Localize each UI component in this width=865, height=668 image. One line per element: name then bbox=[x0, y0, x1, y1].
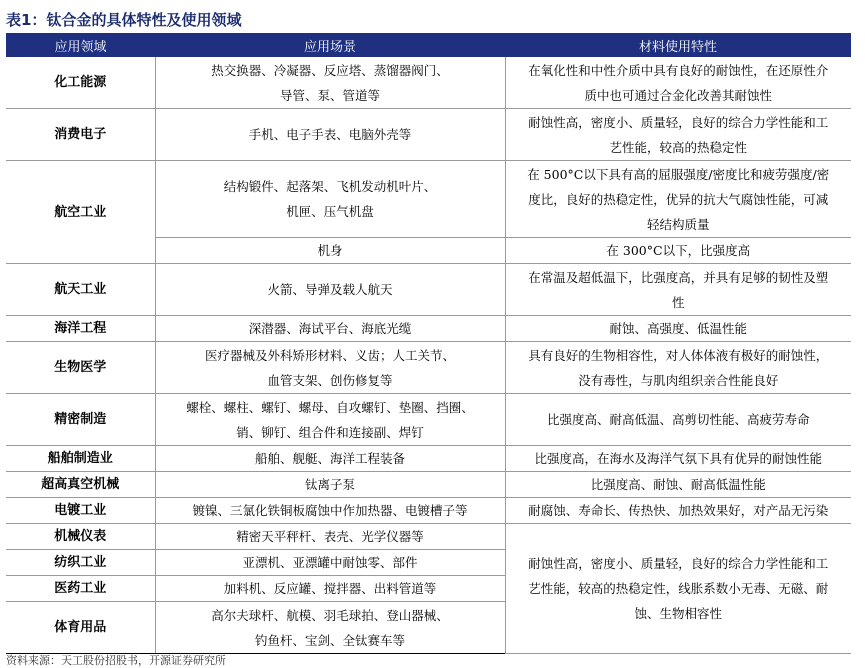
domain-cell: 生物医学 bbox=[6, 342, 155, 394]
property-cell: 在常温及超低温下，比强度高，并具有足够的韧性及塑 性 bbox=[505, 264, 851, 316]
scene-cell: 热交换器、冷凝器、反应塔、蒸馏器阀门、 导管、泵、管道等 bbox=[155, 57, 505, 109]
titanium-alloy-table bbox=[6, 33, 851, 654]
domain-cell: 船舶制造业 bbox=[6, 446, 155, 472]
table-row bbox=[6, 394, 851, 446]
table-row bbox=[6, 446, 851, 472]
domain-cell: 航天工业 bbox=[6, 264, 155, 316]
scene-cell: 螺栓、螺柱、螺钉、螺母、自攻螺钉、垫圈、挡圈、 销、铆钉、组合件和连接副、焊钉 bbox=[155, 394, 505, 446]
scene-cell: 火箭、导弹及载人航天 bbox=[155, 264, 505, 316]
domain-cell: 纺织工业 bbox=[6, 550, 155, 576]
header-scene: 应用场景 bbox=[155, 33, 505, 57]
property-cell: 比强度高、耐蚀、耐高低温性能 bbox=[505, 472, 851, 498]
domain-cell: 医药工业 bbox=[6, 576, 155, 602]
scene-cell: 机身 bbox=[155, 238, 505, 264]
source-note: 资料来源：天工股份招股书，开源证券研究所 bbox=[6, 654, 226, 667]
domain-cell: 精密制造 bbox=[6, 394, 155, 446]
table-row bbox=[6, 264, 851, 316]
scene-cell: 船舶、舰艇、海洋工程装备 bbox=[155, 446, 505, 472]
scene-cell: 镀镍、三氯化铁铜板腐蚀中作加热器、电镀槽子等 bbox=[155, 498, 505, 524]
property-cell: 比强度高，在海水及海洋气氛下具有优异的耐蚀性能 bbox=[505, 446, 851, 472]
scene-cell: 手机、电子手表、电脑外壳等 bbox=[155, 109, 505, 161]
scene-cell: 结构锻件、起落架、飞机发动机叶片、 机匣、压气机盘 bbox=[155, 161, 505, 238]
scene-cell: 深潜器、海试平台、海底光缆 bbox=[155, 316, 505, 342]
table-row bbox=[6, 498, 851, 524]
property-cell: 耐腐蚀、寿命长、传热快、加热效果好，对产品无污染 bbox=[505, 498, 851, 524]
property-cell-shared: 耐蚀性高，密度小、质量轻，良好的综合力学性能和工 艺性能，较高的热稳定性，线胀系数小无毒、无磁、耐 蚀、生物相容性 bbox=[505, 524, 851, 654]
table-row bbox=[6, 316, 851, 342]
scene-cell: 钛离子泵 bbox=[155, 472, 505, 498]
scene-cell: 高尔夫球杆、航模、羽毛球拍、登山器械、 钓鱼杆、宝剑、全钛赛车等 bbox=[155, 602, 505, 654]
table-row bbox=[6, 472, 851, 498]
table-row bbox=[6, 57, 851, 109]
header-property: 材料使用特性 bbox=[505, 33, 851, 57]
table-row bbox=[6, 161, 851, 238]
domain-cell: 电镀工业 bbox=[6, 498, 155, 524]
property-cell: 在氧化性和中性介质中具有良好的耐蚀性，在还原性介 质中也可通过合金化改善其耐蚀性 bbox=[505, 57, 851, 109]
property-cell: 在 300°C以下，比强度高 bbox=[505, 238, 851, 264]
table-row bbox=[6, 342, 851, 394]
scene-cell: 精密天平秤杆、表壳、光学仪器等 bbox=[155, 524, 505, 550]
domain-cell: 体育用品 bbox=[6, 602, 155, 654]
scene-cell: 医疗器械及外科矫形材料、义齿；人工关节、 血管支架、创伤修复等 bbox=[155, 342, 505, 394]
scene-cell: 加料机、反应罐、搅拌器、出料管道等 bbox=[155, 576, 505, 602]
property-cell: 耐蚀、高强度、低温性能 bbox=[505, 316, 851, 342]
table-header-row bbox=[6, 33, 851, 57]
domain-cell: 航空工业 bbox=[6, 161, 155, 264]
header-domain: 应用领域 bbox=[6, 33, 155, 57]
property-cell: 在 500°C以下具有高的屈服强度/密度比和疲劳强度/密 度比，良好的热稳定性，优异的抗大气腐蚀性能，可减 轻结构质量 bbox=[505, 161, 851, 238]
property-cell: 比强度高、耐高低温、高剪切性能、高疲劳寿命 bbox=[505, 394, 851, 446]
table-title: 表1：钛合金的具体特性及使用领域 bbox=[6, 11, 242, 29]
domain-cell: 化工能源 bbox=[6, 57, 155, 109]
table-row bbox=[6, 524, 851, 550]
scene-cell: 亚漂机、亚漂罐中耐蚀零、部件 bbox=[155, 550, 505, 576]
domain-cell: 超高真空机械 bbox=[6, 472, 155, 498]
property-cell: 耐蚀性高，密度小、质量轻，良好的综合力学性能和工 艺性能，较高的热稳定性 bbox=[505, 109, 851, 161]
domain-cell: 机械仪表 bbox=[6, 524, 155, 550]
domain-cell: 消费电子 bbox=[6, 109, 155, 161]
property-cell: 具有良好的生物相容性，对人体体液有极好的耐蚀性， 没有毒性，与肌肉组织亲合性能良好 bbox=[505, 342, 851, 394]
table-row bbox=[6, 109, 851, 161]
domain-cell: 海洋工程 bbox=[6, 316, 155, 342]
